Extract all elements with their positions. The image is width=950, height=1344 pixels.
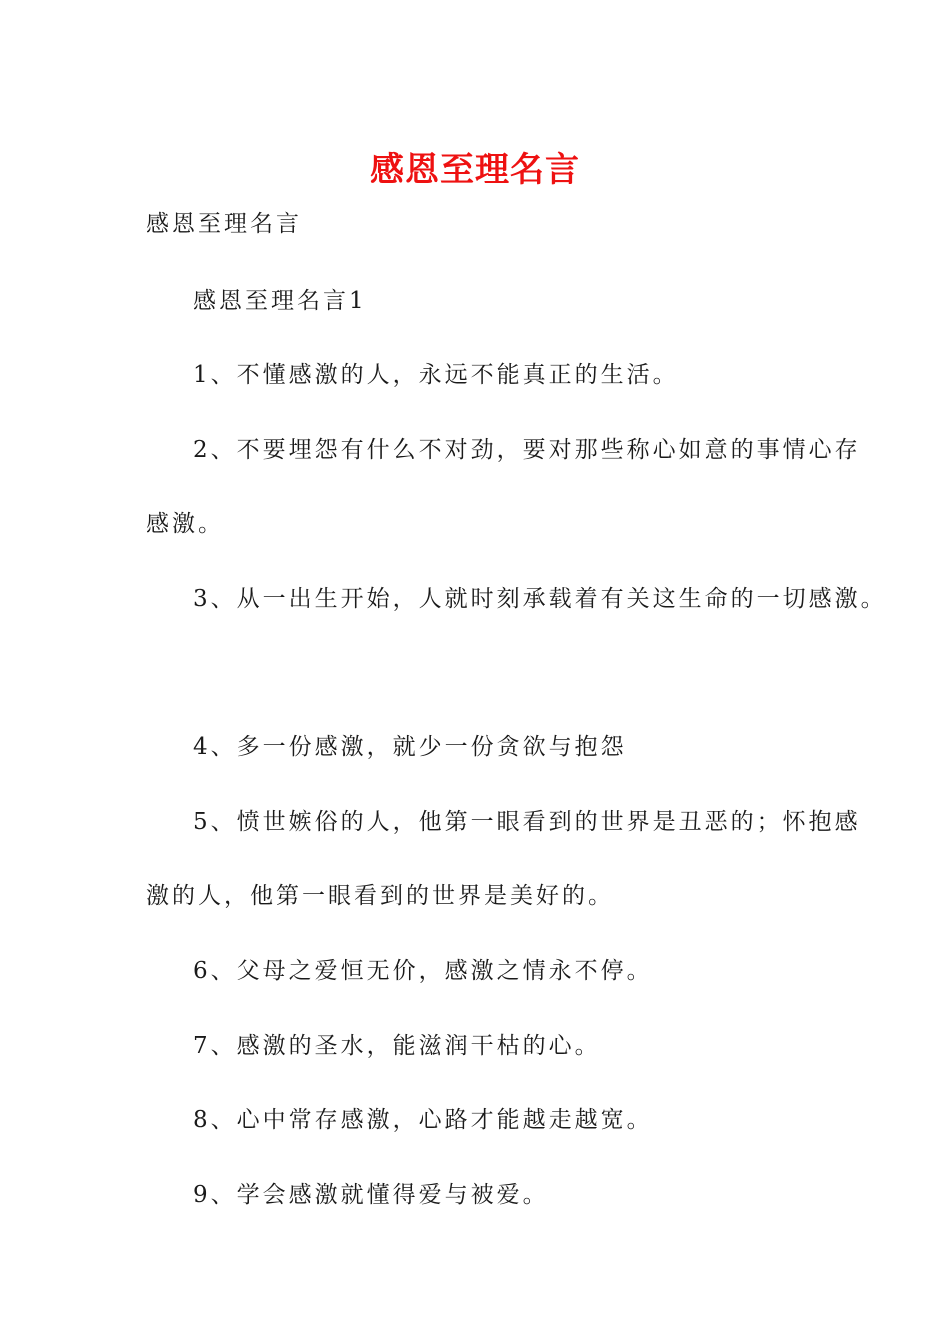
document-title: 感恩至理名言	[370, 150, 580, 190]
quote-line-6: 6、父母之爱恒无价，感激之情永不停。	[193, 958, 653, 984]
quote-line-7: 7、感激的圣水，能滋润干枯的心。	[193, 1033, 601, 1059]
section-heading: 感恩至理名言1	[193, 288, 367, 314]
quote-line-2: 2、不要埋怨有什么不对劲，要对那些称心如意的事情心存	[193, 437, 861, 463]
quote-line-3: 3、从一出生开始，人就时刻承载着有关这生命的一切感激。	[193, 586, 887, 612]
quote-line-2-cont: 感激。	[146, 511, 224, 537]
quote-line-9: 9、学会感激就懂得爱与被爱。	[193, 1182, 549, 1208]
quote-line-4: 4、多一份感激，就少一份贪欲与抱怨	[193, 734, 627, 760]
quote-line-5: 5、愤世嫉俗的人，他第一眼看到的世界是丑恶的；怀抱感	[193, 809, 861, 835]
quote-line-1: 1、不懂感激的人，永远不能真正的生活。	[193, 362, 679, 388]
quote-line-5-cont: 激的人，他第一眼看到的世界是美好的。	[146, 883, 614, 909]
document-subtitle: 感恩至理名言	[146, 211, 302, 237]
quote-line-8: 8、心中常存感激，心路才能越走越宽。	[193, 1107, 653, 1133]
